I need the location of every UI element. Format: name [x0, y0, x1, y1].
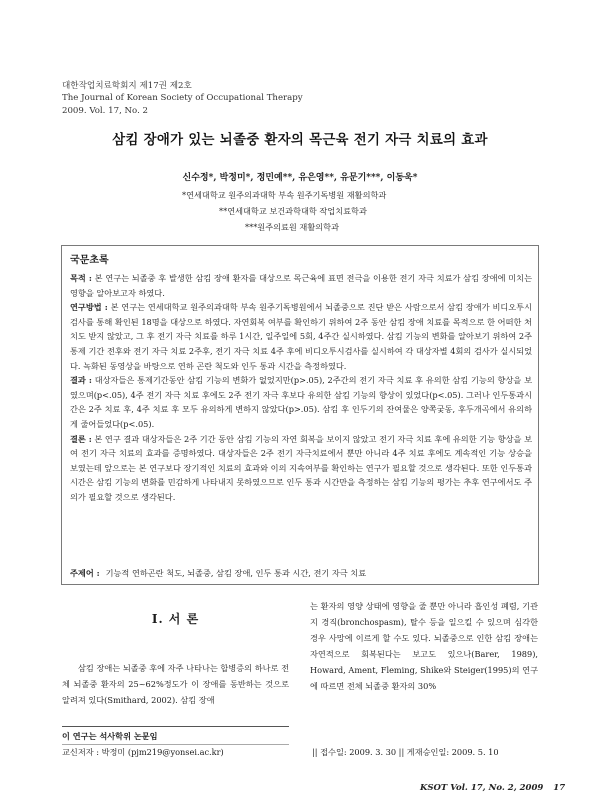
- page-number: 17: [553, 783, 566, 793]
- submission-dates: || 접수일: 2009. 3. 30 || 게재승인일: 2009. 5. 10: [312, 747, 499, 757]
- abstract-conclusion: [70, 432, 532, 505]
- affiliation-3: ***원주의료원 재활의학과: [245, 222, 339, 232]
- conclusion-text: 본 연구 결과 대상자들은 2주 기간 동안 삼킴 기능의 자연 회복을 보이지 않았고 전기 자극 치료 후에 유의한 기능 향상을 보여 전기 자극 치료의 효과를 증명하였다. 대상자들은 2주 전기 자극치료에서 뿐만 아니라 4주 치료 후에도 계속적인 기능 상승을 보였는데 앞으로는 본 연구보다 장기적인 치료의 효과와 이의 지속여부를 확인하는 연구가 필요할 것으로 생각된다. 또한 인두통과시간은 삼킴 기능의 변화를 민감하게 나타내지 못하였으므로 인두 통과 시간만을 측정하는 삼킴 기능의 평가는 추후 연구에서도 주의가 필요할 것으로 생각된다.: [70, 433, 532, 502]
- conclusion-label: 결론 :: [70, 433, 92, 444]
- footnote-corresponding-author: 교신저자 : 박정미 (pjm219@yonsei.ac.kr): [62, 747, 224, 757]
- section-heading-introduction: Ⅰ. 서 론: [151, 612, 200, 626]
- keywords-text: 기능적 연하곤란 척도, 뇌졸중, 삼킴 장애, 인두 통과 시간, 전기 자극 치료: [105, 568, 367, 578]
- abstract-purpose: [70, 271, 532, 300]
- abstract-heading: 국문초록: [70, 255, 109, 266]
- affiliation-2: **연세대학교 보건과학대학 작업치료학과: [219, 206, 367, 216]
- method-label: 연구방법 :: [70, 302, 108, 313]
- footnote-thesis: 이 연구는 석사학위 논문임: [62, 731, 158, 741]
- affiliation-1: *연세대학교 원주의과대학 부속 원주기독병원 재활의학과: [182, 190, 387, 200]
- intro-left-column: 삼킴 장애는 뇌졸중 후에 자주 나타나는 합병증의 하나로 전체 뇌졸중 환자의 25~62%정도가 이 장애를 동반하는 것으로 알려져 있다(Smithard, 2002). 삼킴 장애: [62, 663, 289, 705]
- journal-name-english: The Journal of Korean Society of Occupational Therapy: [62, 93, 303, 104]
- paper-title: 삼킴 장애가 있는 뇌졸중 환자의 목근육 전기 자극 치료의 효과: [112, 132, 488, 148]
- author-list: 신수정*, 박정미*, 정민예**, 유은영**, 유문기***, 이동욱*: [182, 173, 418, 183]
- abstract-method: [70, 300, 532, 373]
- keywords: [70, 568, 366, 579]
- abstract-result: [70, 373, 532, 431]
- journal-name-korean: 대한작업치료학회지 제17권 제2호: [62, 81, 192, 91]
- result-text: 대상자들은 통제기간동안 삼킴 기능의 변화가 없었지만(p>.05), 2주간의 전기 자극 치료 후 유의한 삼킴 기능의 향상을 보였으며(p<.05), 4주 전기 자극 치료 후에도 2주 전기 자극 후보다 유의한 삼킴 기능의 향상이 있었다(p<.05). 그러나 인두통과시간은 2주 치료 후, 4주 치료 후 모두 유의하게 변하지 않았다(p>.05). 삼킴 후 인두기의 잔여물은 양쪽궂동, 후두개곡에서 유의하게 줄어들었다(p<.05).: [70, 375, 532, 429]
- footer-journal: KSOT Vol. 17, No. 2, 2009: [420, 783, 544, 793]
- footnote-divider-2: [62, 744, 289, 745]
- purpose-text: 본 연구는 뇌졸중 후 발생한 삼킴 장애 환자를 대상으로 목근육에 표면 전극을 이용한 전기 자극 치료가 삼킴 장애에 미치는 영향을 알아보고자 하였다.: [70, 273, 532, 298]
- result-label: 결과 :: [70, 375, 92, 386]
- footnote-divider: [62, 726, 289, 727]
- journal-header: [62, 80, 303, 117]
- purpose-label: 목적 :: [70, 273, 92, 283]
- journal-volume: 2009. Vol. 17, No. 2: [62, 105, 149, 116]
- page-footer: [420, 783, 565, 793]
- abstract-body: [70, 271, 532, 505]
- method-text: 본 연구는 연세대학교 원주의과대학 부속 원주기독병원에서 뇌졸중으로 진단 받은 사람으로서 삼킴 장애가 비디오투시검사를 통해 확인된 18명을 대상으로 하였다. 자연회복 여부를 확인하기 위하여 2주 동안 삼킴 장애 치료를 목적으로 한 어떠한 처치도 받지 않았고, 그 후 전기 자극 치료를 하루 1시간, 일주일에 5회, 4주간 실시하였다. 삼킴 기능의 변화를 알아보기 위하여 2주 통제 기간 전후와 전기 자극 치료 2주후, 전기 자극 치료 4주 후에 비디오투시검사를 실시하여 각 대상자별 4회의 검사가 실시되었다. 녹화된 동영상을 바탕으로 연하 곤란 척도와 인두 통과 시간을 측정하였다.: [70, 302, 532, 371]
- intro-right-column: 는 환자의 영양 상태에 영향을 줄 뿐만 아니라 흡인성 폐렴, 기관지 경직(bronchospasm), 탈수 등을 일으킬 수 있으며 심각한 경우 사망에 이르게 할 수도 있다. 뇌졸중으로 인한 삼킴 장애는 자연적으로 회복된다는 보고도 있으나(Barer, 1989), Howard, Ament, Fleming, Shike와 Steiger(1995)의 연구에 따르면 전체 뇌졸중 환자의 30%: [310, 601, 538, 691]
- keywords-label: 주제어 :: [70, 568, 100, 578]
